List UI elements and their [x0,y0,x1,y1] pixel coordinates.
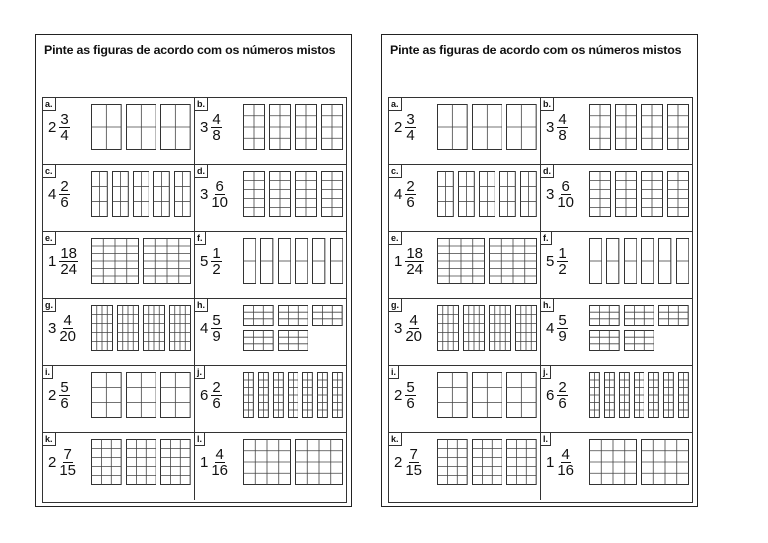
denominator: 20 [59,328,77,345]
whole-part: 2 [48,387,57,404]
figure-rectangle [506,372,537,418]
mixed-number [546,112,568,143]
figure-rectangle [133,171,150,217]
figure-rectangle [437,305,459,351]
exercise-label: j. [541,366,551,379]
exercise-cell [43,366,195,433]
mixed-number [394,179,416,210]
whole-part: 4 [394,186,403,203]
exercise-label: e. [43,232,56,245]
exercise-cell [389,366,541,433]
exercise-label: d. [541,165,554,178]
denominator: 16 [211,462,229,479]
mixed-number [546,179,574,210]
exercise-label: j. [195,366,205,379]
exercise-cell [195,165,347,232]
exercise-cell [195,366,347,433]
whole-part: 4 [546,320,555,337]
denominator: 6 [60,194,69,211]
numerator: 6 [215,178,224,195]
numerator: 7 [63,446,72,463]
figure-rectangle [663,372,674,418]
denominator: 15 [59,462,77,479]
numerator: 2 [558,379,567,396]
figure-rectangle [658,238,671,284]
exercise-label: a. [43,98,56,111]
figure-rectangle [330,238,343,284]
denominator: 10 [557,194,575,211]
figure-rectangle [589,104,611,150]
figure-rectangle [604,372,615,418]
figure-rectangle [321,104,343,150]
fraction [557,112,567,143]
figure-rectangle [117,305,139,351]
exercise-cell [389,98,541,165]
exercise-label: l. [195,433,205,446]
fraction [211,380,221,411]
whole-part: 5 [546,253,555,270]
numerator: 3 [60,111,69,128]
mixed-number [394,112,416,143]
mixed-number [546,246,568,277]
figure-rectangle [126,439,157,485]
figure-rectangle [641,104,663,150]
numerator: 5 [406,379,415,396]
whole-part: 3 [200,119,209,136]
whole-part: 4 [48,186,57,203]
whole-part: 6 [200,387,209,404]
whole-part: 2 [394,119,403,136]
numerator: 4 [63,312,72,329]
figure-rectangle [667,104,689,150]
fraction [211,246,221,277]
fraction [59,313,76,344]
denominator: 8 [558,127,567,144]
exercise-label: k. [43,433,56,446]
whole-part: 2 [48,119,57,136]
mixed-number [48,447,76,478]
figure-rectangle [332,372,343,418]
whole-part: 3 [48,320,57,337]
figure-rectangle [258,372,269,418]
fraction [211,179,228,210]
figure-rectangle [295,171,317,217]
whole-part: 4 [200,320,209,337]
figure-rectangle [278,238,291,284]
exercise-label: l. [541,433,551,446]
whole-part: 1 [546,454,555,471]
figure-rectangle [153,171,170,217]
figure-rectangle [458,171,475,217]
figure-rectangle [269,104,291,150]
denominator: 6 [212,395,221,412]
numerator: 2 [60,178,69,195]
denominator: 6 [406,395,415,412]
exercise-label: f. [195,232,206,245]
denominator: 2 [558,261,567,278]
fraction [405,380,415,411]
fraction [557,179,574,210]
figure-rectangle [472,372,503,418]
exercise-label: b. [541,98,554,111]
exercise-cell [195,433,347,500]
figure-rectangle [243,171,265,217]
exercise-cell [43,299,195,366]
mixed-number [200,313,222,344]
figure-rectangle [160,372,191,418]
figure-rectangle [676,238,689,284]
mixed-number [48,179,70,210]
exercise-cell [195,232,347,299]
fraction [405,313,422,344]
fraction [557,313,567,344]
fraction [59,246,78,277]
mixed-number [546,313,568,344]
fraction [557,246,567,277]
exercise-cell [541,98,693,165]
whole-part: 3 [394,320,403,337]
figure-rectangle [678,372,689,418]
figure-rectangle [160,439,191,485]
exercise-label: f. [541,232,552,245]
denominator: 4 [406,127,415,144]
exercise-label: c. [389,165,402,178]
figure-rectangle [589,238,602,284]
exercise-cell [541,433,693,500]
denominator: 6 [60,395,69,412]
figure-rectangle [589,439,637,485]
denominator: 24 [60,261,78,278]
figure-rectangle [506,104,537,150]
figure-rectangle [437,104,468,150]
figure-rectangle [243,104,265,150]
figure-rectangle [641,171,663,217]
exercise-label: a. [389,98,402,111]
fraction [405,246,424,277]
figure-rectangle [606,238,619,284]
numerator: 2 [212,379,221,396]
figure-rectangle [489,305,511,351]
figure-rectangle [91,305,113,351]
numerator: 2 [406,178,415,195]
worksheet-right [381,34,698,507]
exercise-label: c. [43,165,56,178]
figure-rectangle [126,104,157,150]
figure-rectangle [160,104,191,150]
figure-rectangle [260,238,273,284]
exercise-label: e. [389,232,402,245]
exercise-cell [541,299,693,366]
whole-part: 1 [48,253,57,270]
figure-rectangle [437,171,454,217]
exercise-cell [195,98,347,165]
worksheet-title: Pinte as figuras de acordo com os números mistos [390,43,682,57]
figure-rectangle [174,171,191,217]
figure-rectangle [295,104,317,150]
figure-rectangle [437,372,468,418]
figure-rectangle [295,238,308,284]
exercise-grid [388,97,693,503]
figure-rectangle [312,305,343,326]
numerator: 3 [406,111,415,128]
numerator: 4 [215,446,224,463]
figure-rectangle [243,439,291,485]
figure-rectangle [91,104,122,150]
figure-rectangle [91,238,139,284]
whole-part: 2 [394,454,403,471]
whole-part: 1 [394,253,403,270]
exercise-cell [43,165,195,232]
fraction [557,380,567,411]
numerator: 5 [60,379,69,396]
denominator: 9 [212,328,221,345]
figure-rectangle [91,439,122,485]
whole-part: 3 [546,119,555,136]
figure-rectangle [278,330,309,351]
figure-rectangle [437,238,485,284]
figure-rectangle [641,439,689,485]
fraction [405,447,422,478]
figure-rectangle [269,171,291,217]
figure-rectangle [589,305,620,326]
mixed-number [200,380,222,411]
fraction [59,112,69,143]
figure-rectangle [658,305,689,326]
exercise-cell [195,299,347,366]
denominator: 9 [558,328,567,345]
figure-rectangle [243,330,274,351]
figure-rectangle [302,372,313,418]
figure-rectangle [589,372,600,418]
exercise-cell [541,165,693,232]
whole-part: 1 [200,454,209,471]
mixed-number [200,447,228,478]
mixed-number [200,179,228,210]
numerator: 5 [212,312,221,329]
exercise-cell [389,433,541,500]
numerator: 4 [212,111,221,128]
whole-part: 3 [200,186,209,203]
exercise-cell [43,433,195,500]
numerator: 18 [406,245,424,262]
whole-part: 3 [546,186,555,203]
figure-rectangle [317,372,328,418]
figure-rectangle [472,439,503,485]
whole-part: 5 [200,253,209,270]
numerator: 4 [561,446,570,463]
mixed-number [394,380,416,411]
figure-rectangle [243,372,254,418]
figure-rectangle [463,305,485,351]
fraction [211,313,221,344]
mixed-number [48,112,70,143]
denominator: 20 [405,328,423,345]
exercise-cell [389,232,541,299]
figure-rectangle [667,171,689,217]
exercise-label: k. [389,433,402,446]
numerator: 7 [409,446,418,463]
figure-rectangle [479,171,496,217]
exercise-cell [389,165,541,232]
mixed-number [200,246,222,277]
figure-rectangle [648,372,659,418]
denominator: 16 [557,462,575,479]
exercise-label: g. [389,299,402,312]
figure-rectangle [295,439,343,485]
fraction [59,380,69,411]
figure-rectangle [624,238,637,284]
whole-part: 2 [394,387,403,404]
numerator: 5 [558,312,567,329]
exercise-label: d. [195,165,208,178]
figure-rectangle [499,171,516,217]
mixed-number [394,313,422,344]
denominator: 24 [406,261,424,278]
fraction [405,179,415,210]
whole-part: 2 [48,454,57,471]
fraction [557,447,574,478]
numerator: 1 [558,245,567,262]
figure-rectangle [641,238,654,284]
mixed-number [394,246,424,277]
figure-rectangle [243,238,256,284]
figure-rectangle [589,330,620,351]
denominator: 15 [405,462,423,479]
figure-rectangle [91,372,122,418]
exercise-label: b. [195,98,208,111]
figure-rectangle [624,330,655,351]
figure-rectangle [143,305,165,351]
exercise-cell [541,232,693,299]
figure-rectangle [624,305,655,326]
figure-rectangle [278,305,309,326]
worksheet-title: Pinte as figuras de acordo com os números mistos [44,43,336,57]
figure-rectangle [634,372,645,418]
exercise-label: i. [389,366,399,379]
figure-rectangle [489,238,537,284]
figure-rectangle [506,439,537,485]
numerator: 18 [60,245,78,262]
fraction [59,179,69,210]
mixed-number [546,380,568,411]
figure-rectangle [288,372,299,418]
exercise-cell [43,232,195,299]
numerator: 4 [558,111,567,128]
mixed-number [394,447,422,478]
exercise-grid [42,97,347,503]
figure-rectangle [515,305,537,351]
figure-rectangle [143,238,191,284]
figure-rectangle [321,171,343,217]
figure-rectangle [243,305,274,326]
figure-rectangle [615,171,637,217]
figure-rectangle [589,171,611,217]
fraction [59,447,76,478]
mixed-number [200,112,222,143]
figure-rectangle [312,238,325,284]
figure-rectangle [126,372,157,418]
figure-rectangle [615,104,637,150]
exercise-label: h. [195,299,208,312]
whole-part: 6 [546,387,555,404]
denominator: 10 [211,194,229,211]
exercise-cell [43,98,195,165]
worksheet-left [35,34,352,507]
figure-rectangle [273,372,284,418]
figure-rectangle [437,439,468,485]
mixed-number [48,313,76,344]
numerator: 6 [561,178,570,195]
exercise-label: h. [541,299,554,312]
numerator: 4 [409,312,418,329]
mixed-number [48,380,70,411]
figure-rectangle [520,171,537,217]
numerator: 1 [212,245,221,262]
fraction [405,112,415,143]
denominator: 6 [406,194,415,211]
denominator: 8 [212,127,221,144]
denominator: 2 [212,261,221,278]
exercise-label: i. [43,366,53,379]
denominator: 6 [558,395,567,412]
figure-rectangle [112,171,129,217]
fraction [211,447,228,478]
figure-rectangle [91,171,108,217]
denominator: 4 [60,127,69,144]
exercise-cell [541,366,693,433]
exercise-label: g. [43,299,56,312]
figure-rectangle [472,104,503,150]
figure-rectangle [169,305,191,351]
mixed-number [48,246,78,277]
figure-rectangle [619,372,630,418]
exercise-cell [389,299,541,366]
fraction [211,112,221,143]
mixed-number [546,447,574,478]
